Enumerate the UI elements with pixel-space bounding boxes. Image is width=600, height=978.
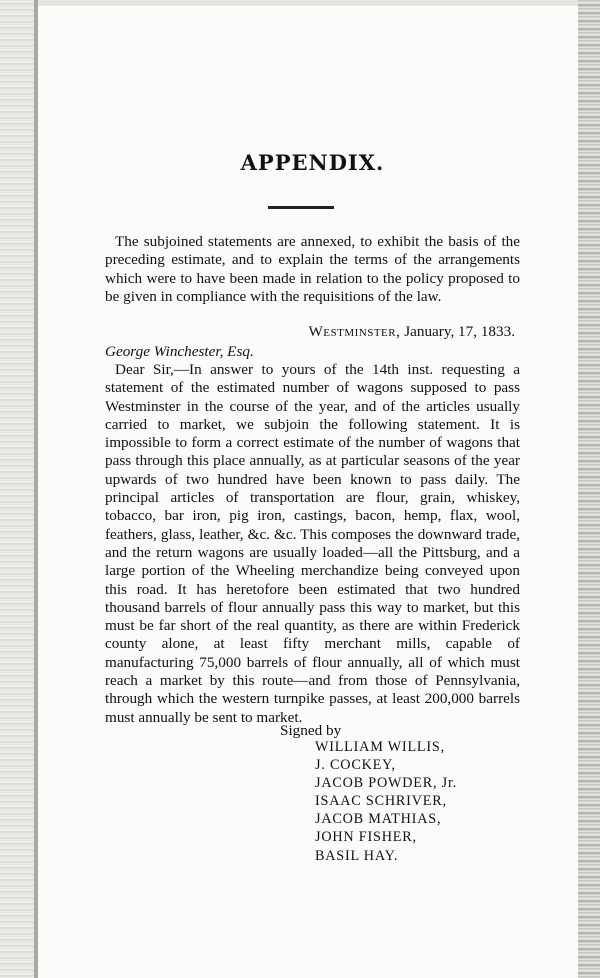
letter-body: Dear Sir,—In answer to yours of the 14th inst. requesting a statement of the estimated number of wagons supposed to pass Westminster in the course of the year, and of the articles usually carried to market, we subjoin the following statement. It is impossible to form a correct estimate of the number of wagons that pass through this place annually, as at particular seasons of the year upwards of two hundred have been known to pass daily. The principal articles of transportation are flour, grain, whiskey, tobacco, bar iron, pig iron, castings, bacon, hemp, flax, wool, feathers, glass, leather, &c. &c. This composes the downward trade, and the return wagons are usually loaded—all the Pittsburg, and a large portion of the Wheeling merchandize being conveyed upon this road. It has heretofore been estimated that two hundred thousand barrels of flour annually pass this way to market, but this must be far short of the real quantity, as there are within Frederick county alone, at least fifty merchant mills, capable of manufacturing 75,000 barrels of flour annually, all of which must reach a market by this route—and from those of Pennsylvania, through which the western turnpike passes, at least 200,000 barrels must annually be sent to market.	[105, 361, 520, 726]
page-title: APPENDIX.	[240, 150, 385, 175]
right-page-edge	[578, 0, 600, 978]
signed-by-label: Signed by	[280, 722, 342, 739]
signatory: WILLIAM WILLIS,	[315, 739, 445, 755]
signatory: J. COCKEY,	[315, 757, 396, 774]
signatory-list	[315, 738, 457, 865]
signatory: ISAAC SCHRIVER,	[315, 793, 447, 810]
letter-addressee: George Winchester, Esq.	[105, 343, 254, 360]
dateline	[105, 323, 515, 341]
signatory: JACOB POWDER, Jr.	[315, 775, 458, 792]
top-page-edge	[38, 0, 578, 6]
title-divider	[268, 206, 334, 209]
signatory: JACOB MATHIAS,	[315, 811, 442, 828]
dateline-place: Westminster,	[308, 323, 401, 340]
dateline-date: January, 17, 1833.	[404, 323, 515, 340]
signatory: JOHN FISHER,	[315, 829, 417, 846]
intro-paragraph: The subjoined statements are annexed, to exhibit the basis of the preceding estimate, and to explain the terms of the arrangements which were to have been made in relation to the policy proposed to be given in compliance with the requisitions of the law.	[105, 233, 520, 305]
left-page-edge	[0, 0, 38, 978]
signatory: BASIL HAY.	[315, 847, 399, 864]
